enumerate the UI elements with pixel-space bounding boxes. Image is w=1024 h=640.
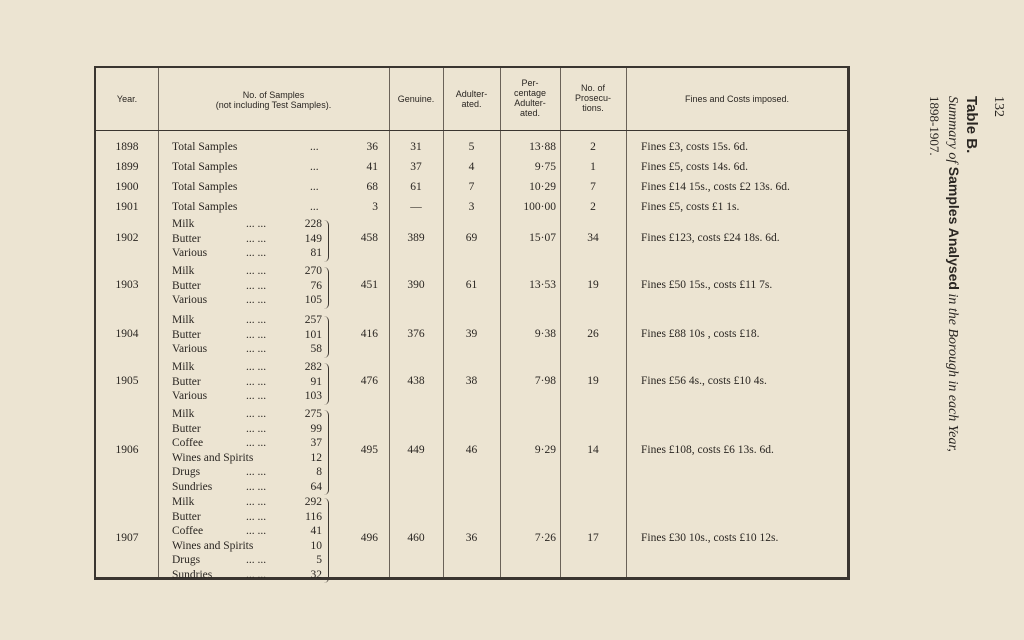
row-adulterated: 46 xyxy=(465,443,478,456)
row-total: 36 xyxy=(366,141,378,153)
table-title: Summary of Samples Analysed in the Borough in each Year, xyxy=(945,96,962,452)
item-label: Various xyxy=(172,247,208,259)
header-prosecutions: No. of Prosecu- tions. xyxy=(574,83,611,113)
item-label: Coffee xyxy=(172,437,204,449)
item-dots: ... ... xyxy=(246,328,267,341)
row-dots: ... xyxy=(310,181,319,193)
row-percentage: 9·75 xyxy=(534,161,556,173)
item-dots: ... ... xyxy=(246,265,267,277)
item-count: 105 xyxy=(304,294,322,306)
row-fines: Fines £123, costs £24 18s. 6d. xyxy=(641,231,780,244)
row-year: 1899 xyxy=(115,161,139,173)
row-year: 1906 xyxy=(115,443,139,456)
item-label: Wines and Spirits xyxy=(172,539,254,552)
item-dots: ... ... xyxy=(246,390,267,402)
item-label: Drugs xyxy=(172,466,201,478)
row-percentage: 9·29 xyxy=(534,443,556,456)
item-count: 91 xyxy=(310,375,322,388)
row-label: Total Samples xyxy=(172,201,238,213)
row-label: Total Samples xyxy=(172,181,238,193)
header-samples: No. of Samples (not including Test Samples). xyxy=(215,90,332,110)
row-percentage: 15·07 xyxy=(529,231,556,244)
header-genuine: Genuine. xyxy=(397,94,435,104)
table-label: Table B. xyxy=(963,96,980,154)
item-label: Milk xyxy=(172,265,195,277)
row-prosecutions: 34 xyxy=(587,231,599,244)
item-label: Wines and Spirits xyxy=(172,451,254,464)
item-count: 103 xyxy=(304,390,322,402)
item-label: Sundries xyxy=(172,568,213,581)
row-genuine: 390 xyxy=(407,278,425,291)
row-fines: Fines £3, costs 15s. 6d. xyxy=(641,141,749,153)
item-count: 32 xyxy=(310,568,322,581)
item-dots: ... ... xyxy=(246,314,267,326)
item-dots: ... ... xyxy=(246,554,267,566)
group-brace xyxy=(324,220,329,262)
row-total: 68 xyxy=(366,181,378,193)
row-total: 495 xyxy=(360,443,378,456)
row-prosecutions: 2 xyxy=(590,141,596,153)
row-total: 3 xyxy=(372,201,378,213)
row-prosecutions: 14 xyxy=(587,443,599,456)
item-label: Milk xyxy=(172,408,195,420)
row-genuine: — xyxy=(410,201,422,213)
item-dots: ... ... xyxy=(246,343,267,355)
item-dots: ... ... xyxy=(246,466,267,478)
item-count: 41 xyxy=(310,525,322,537)
header-year: Year. xyxy=(116,94,138,104)
item-label: Milk xyxy=(172,314,195,326)
item-label: Butter xyxy=(172,375,201,388)
row-genuine: 389 xyxy=(407,231,425,244)
row-percentage: 7·98 xyxy=(534,374,556,387)
row-genuine: 376 xyxy=(407,327,425,340)
row-prosecutions: 7 xyxy=(590,181,596,193)
item-count: 5 xyxy=(316,554,322,566)
item-label: Various xyxy=(172,343,208,355)
item-count: 99 xyxy=(310,422,322,435)
item-count: 257 xyxy=(304,314,322,326)
row-total: 476 xyxy=(360,374,378,387)
row-adulterated: 38 xyxy=(465,374,478,387)
item-label: Various xyxy=(172,294,208,306)
item-dots: ... ... xyxy=(246,232,267,245)
row-total: 496 xyxy=(360,531,378,544)
row-prosecutions: 19 xyxy=(587,278,599,291)
row-percentage: 9·38 xyxy=(534,327,556,340)
row-year: 1907 xyxy=(115,531,139,544)
header-percentage: Per- centage Adulter- ated. xyxy=(513,78,547,118)
row-fines: Fines £5, costs £1 1s. xyxy=(641,201,740,213)
group-brace xyxy=(324,410,329,495)
item-count: 64 xyxy=(310,480,322,493)
item-label: Various xyxy=(172,390,208,402)
item-count: 12 xyxy=(310,451,322,464)
item-count: 76 xyxy=(310,279,322,292)
row-prosecutions: 17 xyxy=(587,531,599,544)
item-dots: ... ... xyxy=(246,247,267,259)
row-adulterated: 3 xyxy=(468,201,475,213)
item-count: 116 xyxy=(305,510,322,523)
row-percentage: 13·88 xyxy=(529,141,556,153)
row-adulterated: 61 xyxy=(465,278,478,291)
item-label: Milk xyxy=(172,496,195,508)
row-genuine: 37 xyxy=(410,161,422,173)
row-adulterated: 36 xyxy=(465,531,478,544)
item-label: Butter xyxy=(172,422,201,435)
row-adulterated: 69 xyxy=(465,231,478,244)
row-total: 41 xyxy=(366,161,378,173)
row-prosecutions: 2 xyxy=(590,201,596,213)
row-genuine: 438 xyxy=(407,374,425,387)
item-dots: ... ... xyxy=(246,294,267,306)
row-adulterated: 5 xyxy=(468,141,475,153)
row-label: Total Samples xyxy=(172,141,238,153)
item-label: Coffee xyxy=(172,525,204,537)
item-dots: ... ... xyxy=(246,218,267,230)
group-brace xyxy=(324,363,329,405)
row-dots: ... xyxy=(310,201,319,213)
header-adulterated: Adulter- ated. xyxy=(455,89,488,109)
item-dots: ... ... xyxy=(246,408,267,420)
item-count: 228 xyxy=(304,218,322,230)
row-genuine: 61 xyxy=(410,181,422,193)
row-fines: Fines £88 10s , costs £18. xyxy=(641,327,760,340)
group-brace xyxy=(324,498,329,583)
group-brace xyxy=(324,267,329,309)
item-count: 37 xyxy=(310,437,322,449)
row-percentage: 7·26 xyxy=(534,531,556,544)
item-count: 149 xyxy=(304,232,322,245)
row-adulterated: 7 xyxy=(468,181,475,193)
item-count: 81 xyxy=(310,247,322,259)
row-fines: Fines £5, costs 14s. 6d. xyxy=(641,161,749,173)
row-year: 1902 xyxy=(115,231,139,244)
item-label: Butter xyxy=(172,328,201,341)
page-number: 132 xyxy=(991,96,1006,117)
row-year: 1905 xyxy=(115,374,139,387)
row-prosecutions: 19 xyxy=(587,374,599,387)
row-fines: Fines £30 10s., costs £10 12s. xyxy=(641,531,779,544)
item-dots: ... ... xyxy=(246,361,267,373)
row-percentage: 13·53 xyxy=(529,278,556,291)
item-dots: ... ... xyxy=(246,437,267,449)
item-count: 292 xyxy=(304,496,322,508)
row-genuine: 460 xyxy=(407,531,425,544)
item-count: 101 xyxy=(304,328,322,341)
row-fines: Fines £50 15s., costs £11 7s. xyxy=(641,278,773,291)
row-adulterated: 4 xyxy=(468,161,475,173)
row-percentage: 100·00 xyxy=(523,201,556,213)
item-label: Butter xyxy=(172,510,201,523)
item-count: 8 xyxy=(316,466,322,478)
item-dots: ... ... xyxy=(246,525,267,537)
summary-table xyxy=(94,66,850,580)
item-dots: ... ... xyxy=(246,375,267,388)
item-label: Butter xyxy=(172,232,201,245)
years-span: 1898-1907. xyxy=(927,96,942,156)
item-label: Butter xyxy=(172,279,201,292)
row-year: 1903 xyxy=(115,278,139,291)
row-year: 1898 xyxy=(115,141,139,153)
row-year: 1904 xyxy=(115,327,139,340)
row-fines: Fines £56 4s., costs £10 4s. xyxy=(641,374,767,387)
row-adulterated: 39 xyxy=(465,327,478,340)
item-label: Sundries xyxy=(172,480,213,493)
item-count: 58 xyxy=(310,343,322,355)
row-dots: ... xyxy=(310,161,319,173)
item-label: Milk xyxy=(172,218,195,230)
row-year: 1901 xyxy=(115,201,139,213)
row-label: Total Samples xyxy=(172,161,238,173)
row-prosecutions: 1 xyxy=(590,161,596,173)
row-fines: Fines £108, costs £6 13s. 6d. xyxy=(641,443,774,456)
item-label: Drugs xyxy=(172,554,201,566)
row-prosecutions: 26 xyxy=(587,327,599,340)
row-year: 1900 xyxy=(115,181,139,193)
group-brace xyxy=(324,316,329,358)
item-count: 275 xyxy=(304,408,322,420)
row-genuine: 449 xyxy=(407,443,425,456)
item-dots: ... ... xyxy=(246,279,267,292)
row-fines: Fines £14 15s., costs £2 13s. 6d. xyxy=(641,181,790,193)
item-dots: ... ... xyxy=(246,496,267,508)
row-total: 451 xyxy=(360,278,378,291)
row-total: 416 xyxy=(360,327,378,340)
row-dots: ... xyxy=(310,141,319,153)
item-label: Milk xyxy=(172,361,195,373)
item-dots: ... ... xyxy=(246,480,267,493)
item-dots: ... ... xyxy=(246,510,267,523)
row-percentage: 10·29 xyxy=(529,181,556,193)
item-dots: ... ... xyxy=(246,568,267,581)
item-count: 270 xyxy=(304,265,322,277)
side-caption xyxy=(856,96,1016,556)
item-count: 282 xyxy=(304,361,322,373)
item-count: 10 xyxy=(310,539,322,552)
item-dots: ... ... xyxy=(246,422,267,435)
row-total: 458 xyxy=(360,231,378,244)
header-fines: Fines and Costs imposed. xyxy=(684,94,790,104)
row-genuine: 31 xyxy=(410,141,422,153)
